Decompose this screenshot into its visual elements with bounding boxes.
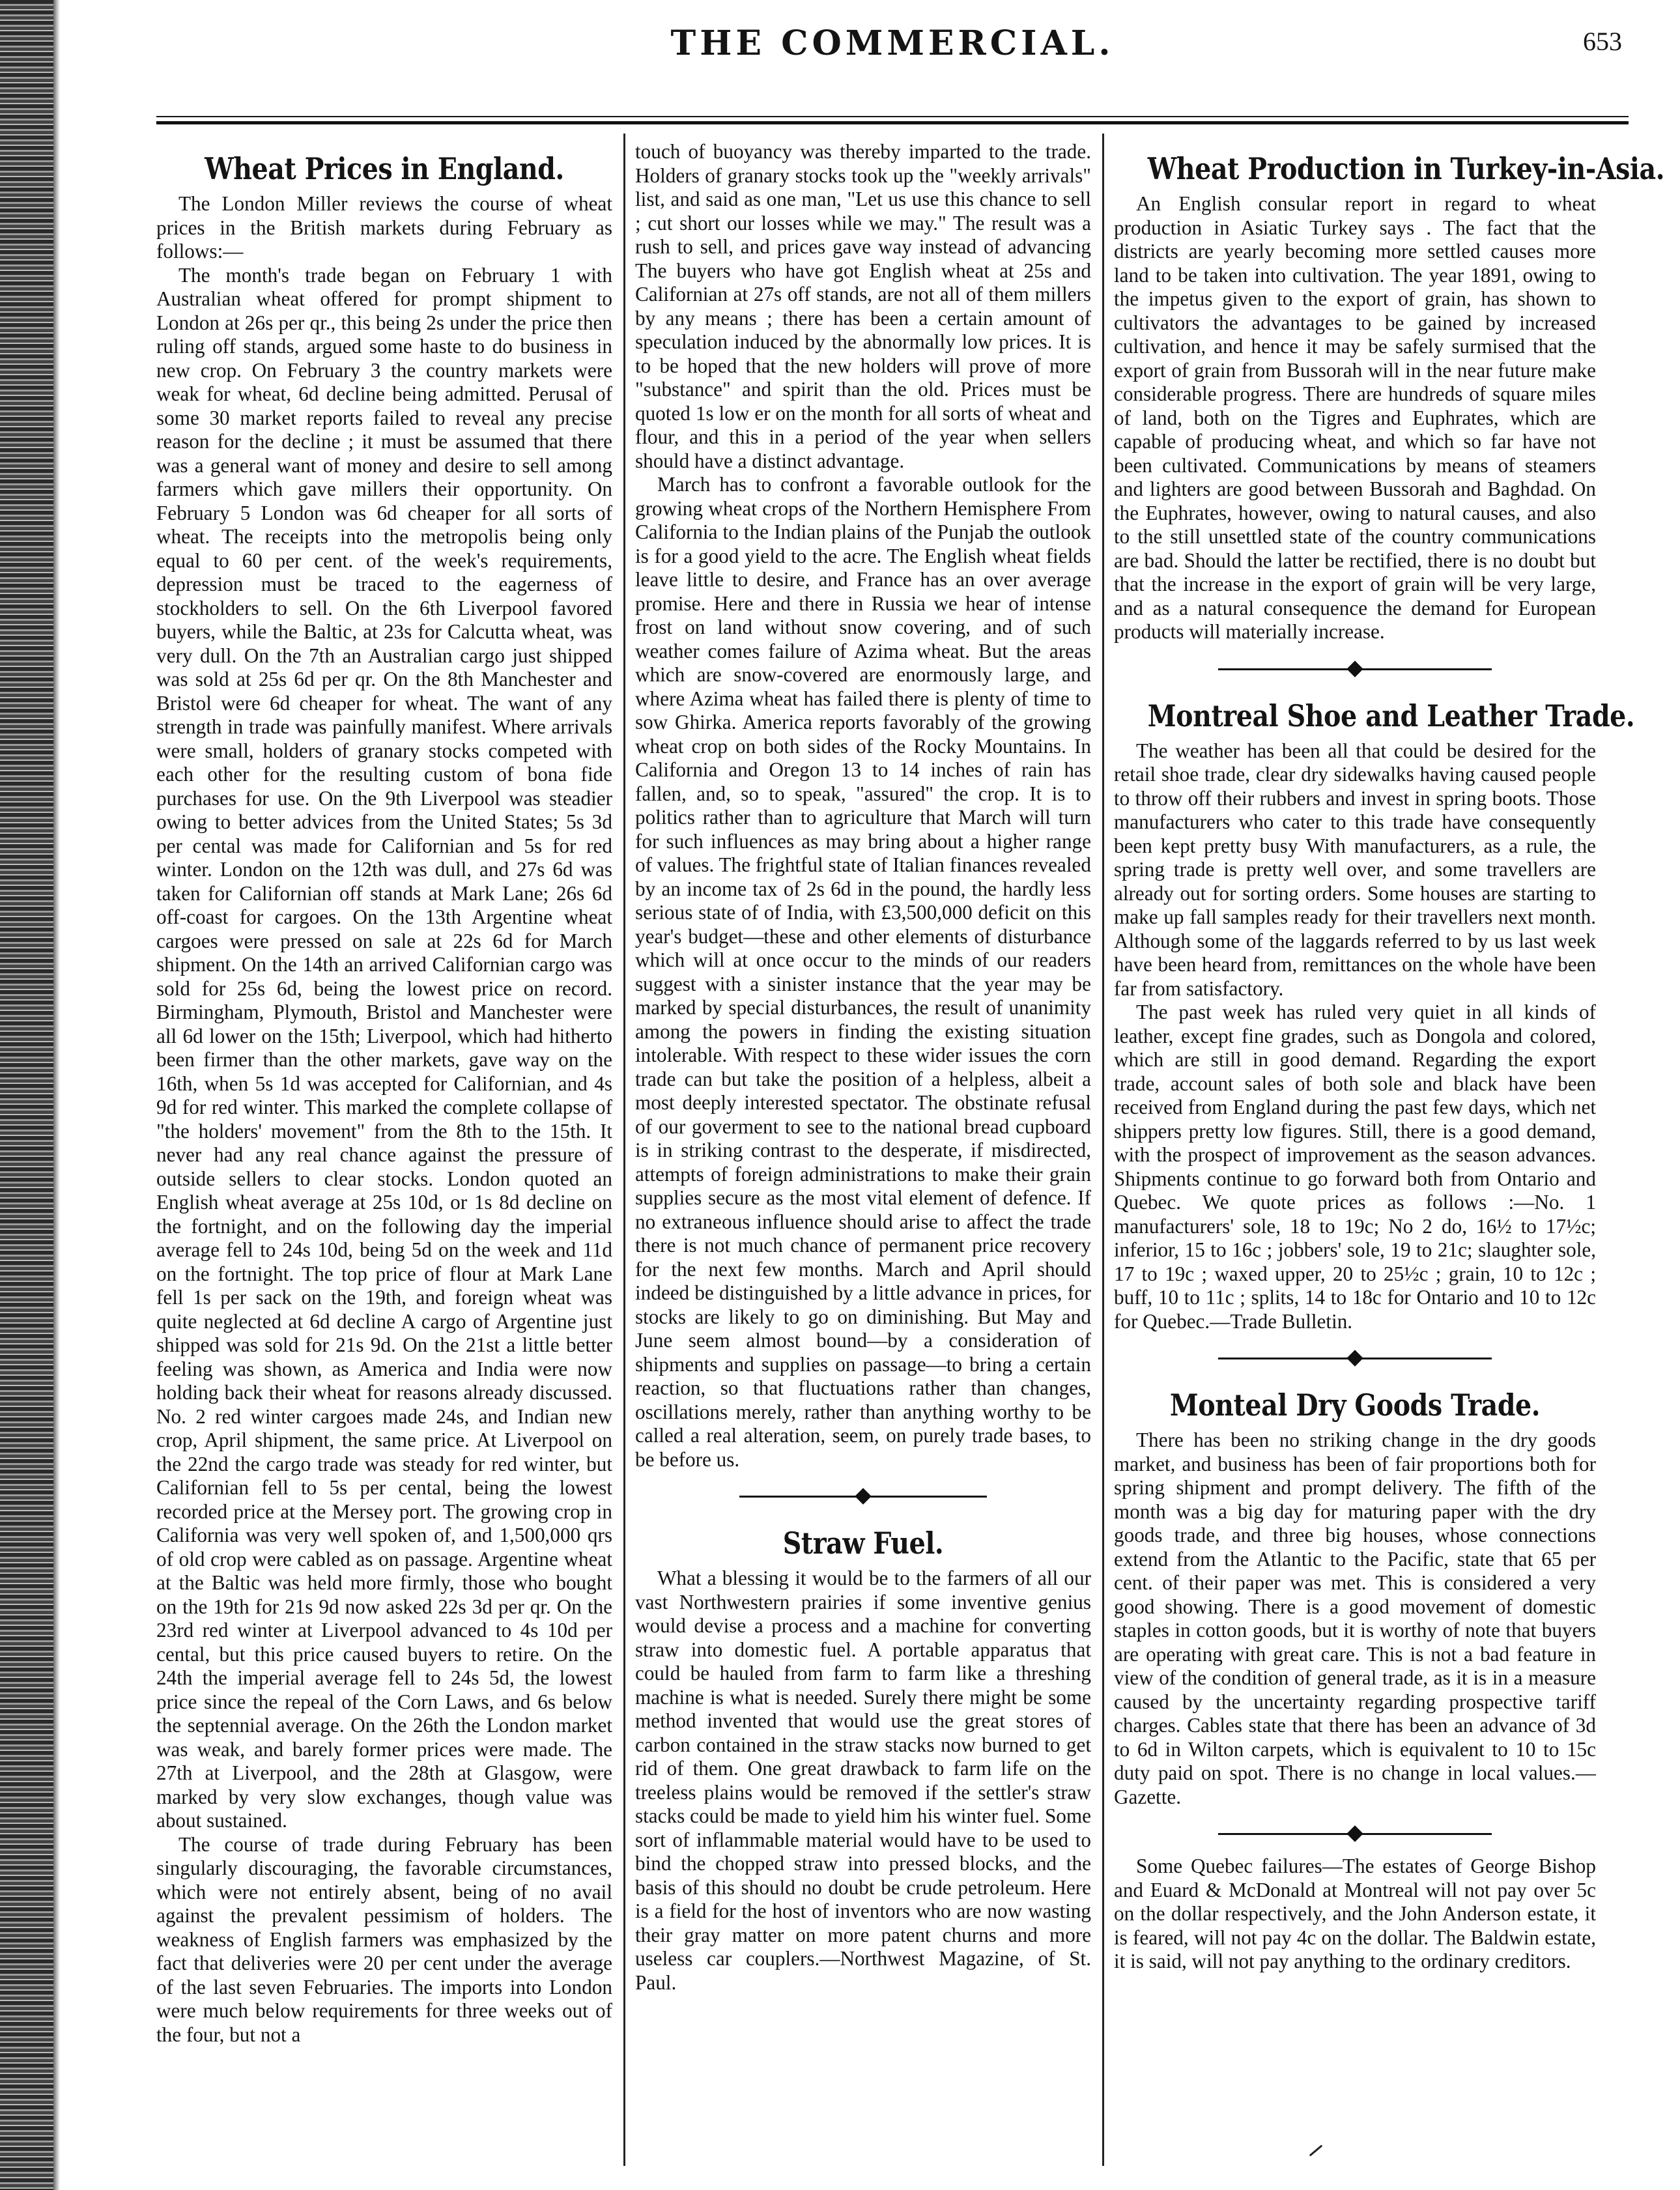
- column-1: [156, 140, 612, 2166]
- article-paragraph: The month's trade began on February 1 with Australian wheat offered for prompt shipment to London at 26s per qr., this being 2s under the price then ruling off stands, argued some haste to do business in new crop. On February 3 the country markets were weak for wheat, 6d decline being admitted. Perusal of some 30 market reports failed to reveal any precise reason for the decline ; it must be assumed that there was a general want of money and desire to sell among farmers which gave millers their opportunity. On February 5 London was 6d cheaper for all sorts of wheat. The receipts into the metropolis being only equal to 60 per cent. of the week's requirements, depression must be traced to the eagerness of stockholders to sell. On the 6th Liverpool favored buyers, while the Baltic, at 23s for Calcutta wheat, was very dull. On the 7th an Australian cargo just shipped was sold at 25s 6d per qr. On the 8th Manchester and Bristol were 6d cheaper for wheat. The want of any strength in trade was painfully manifest. Where arrivals were small, holders of granary stocks competed with each other for the resulting custom of bona fide purchases for use. On the 9th Liverpool was steadier owing to better advices from the United States; 5s 3d per cental was made for Californian and 5s for red winter. London on the 12th was dull, and 27s 6d was taken for Californian off stands at Mark Lane; 26s 6d off-coast for cargoes. On the 13th Argentine wheat cargoes were pressed on sale at 22s 6d for March shipment. On the 14th an arrived Californian cargo was sold for 25s 6d, being the lowest price on record. Birmingham, Plymouth, Bristol and Manchester were all 6d lower on the 15th; Liverpool, which had hitherto been firmer than the other markets, gave way on the 16th, when 5s 1d was accepted for Californian, and 4s 9d for red winter. This marked the complete collapse of "the holders' movement" from the 8th to the 15th. It never had any real chance against the pressure of outside sellers to clear stocks. London quoted an English wheat average at 25s 10d, or 1s 8d decline on the fortnight, and on the following day the imperial average fell to 24s 10d, being 5d on the week and 11d on the fortnight. The top price of flour at Mark Lane fell 1s per sack on the 19th, and foreign wheat was quite neglected at 6d decline A cargo of Argentine just shipped was sold for 21s 9d. On the 21st a little better feeling was shown, as America and India were now holding back their wheat for reasons already discussed. No. 2 red winter cargoes made 24s, and Indian new crop, April shipment, the same price. At Liverpool on the 22nd the cargo trade was steady for red winter, but Californian fell to 5s per cental, being the lowest recorded price at the Mersey port. The growing crop in California was very well spoken of, and 1,500,000 qrs of old crop were cabled as on passage. Argentine wheat at the Baltic was held more firmly, those who bought on the 19th for 21s 9d now asked 22s 3d per qr. On the 23rd red winter at Liverpool advanced to 4s 10d per cental, but this price caused buyers to retire. On the 24th the imperial average fell to 24s 5d, the lowest price since the repeal of the Corn Laws, and 6s below the septennial average. On the 26th the London market was weak, and barely former prices were made. The 27th at Liverpool, and the 28th at Glasgow, were marked by very slow exchanges, though value was about sustained.: [156, 263, 612, 1832]
- headline-straw-fuel: Straw Fuel.: [782, 1526, 944, 1561]
- article-paragraph: What a blessing it would be to the farmers of all our vast Northwestern prairies if some inventive genius would devise a process and a machine for converting straw into domestic fuel. A portable apparatus that could be hauled from farm to farm like a threshing machine is what is needed. Surely there might be some method invented that would use the great stores of carbon contained in the straw stacks now burned to get rid of them. One great drawback to farm life on the treeless plains would be removed if the settler's straw stacks could be made to yield him his winter fuel. Some sort of inflammable material would have to be used to bind the chopped straw into pressed blocks, and the basis of this should no doubt be crude petroleum. Here is a field for the host of inventors who are now wasting their gray matter on more patent churns and more useless car couplers.—Northwest Magazine, of St. Paul.: [635, 1567, 1091, 1994]
- article-paragraph: The weather has been all that could be desired for the retail shoe trade, clear dry sidewalks having caused people to throw off their rubbers and invest in spring boots. Those manufacturers who cater to this trade have consequently been kept pretty busy With manufacturers, as a rule, the spring trade is pretty well over, and some travellers are already out for sorting orders. Some houses are starting to make up fall samples ready for their travellers next month. Although some of the laggards referred to by us last week have been heard from, remittances on the whole have been far from satisfactory.: [1114, 739, 1596, 1000]
- section-separator: [1114, 651, 1596, 687]
- section-separator: [1114, 1340, 1596, 1376]
- masthead-title: THE COMMERCIAL.: [670, 23, 1115, 63]
- binding-shadow: [53, 0, 60, 2190]
- column-2: [635, 140, 1091, 2166]
- article-paragraph: Some Quebec failures—The estates of George Bishop and Euard & McDonald at Montreal will not pay over 5c on the dollar respectively, and the John Anderson estate, it is feared, will not pay 4c on the dollar. The Baldwin estate, it is said, will not pay anything to the ordinary creditors.: [1114, 1855, 1596, 1972]
- page-number: 653: [1583, 27, 1622, 56]
- column-divider-2: [1102, 134, 1104, 2166]
- masthead-rule-bottom: [156, 121, 1629, 124]
- headline-turkey-wheat: Wheat Production in Turkey-in-Asia.: [1147, 151, 1665, 186]
- masthead: [163, 18, 1622, 77]
- article-paragraph: March has to confront a favorable outlook for the growing wheat crops of the Northern Hemisphere From California to the Indian plains of the Punjab the outlook is for a good yield to the acre. The English wheat fields leave little to desire, and France has an over average promise. Here and there in Russia we hear of intense frost on land without snow covering, and of such weather comes failure of Azima wheat. But the areas which are snow-covered are enormously large, and where Azima wheat has failed there is plenty of time to sow Ghirka. America reports favorably of the growing wheat crop on both sides of the Rocky Mountains. In California and Oregon 13 to 14 inches of rain has fallen, and, so to speak, "assured" the crop. It is to politics rather than to agriculture that March will turn for such influences as may bring about a higher range of values. The frightful state of Italian finances revealed by an income tax of 2s 6d in the pound, the hardly less serious state of of India, with £3,500,000 deficit on this year's budget—these and other elements of disturbance which will at once occur to the minds of our readers suggest with a sinister instance that the year may be marked by special disturbances, the result of unanimity among the powers in finding the existing situation intolerable. With respect to these wider issues the corn trade can but take the position of a helpless, albeit a most deeply interested spectator. The obstinate refusal of our goverment to see to the national bread cupboard is in striking contrast to the desperate, if misdirected, attempts of foreign administrations to make their grain supplies secure as the most vital element of defence. If no extraneous influence should arise to affect the trade there is not much chance of permanent price recovery for the next few months. March and April should indeed be distinguished by a little advance in prices, for stocks are likely to go on diminishing. But May and June seem almost bound—by a consideration of shipments and supplies on passage—to bring a certain reaction, so that fluctuations rather than changes, oscillations merely, rather than anything worthy to be called a real alteration, seem, on purely trade bases, to be before us.: [635, 473, 1091, 1471]
- binding-edge: [0, 0, 53, 2190]
- column-divider-1: [623, 134, 625, 2166]
- headline-wheat-prices: Wheat Prices in England.: [205, 151, 564, 186]
- headline-dry-goods: Monteal Dry Goods Trade.: [1169, 1387, 1541, 1423]
- section-separator: [635, 1478, 1091, 1515]
- article-paragraph: There has been no striking change in the dry goods market, and business has been of fair proportions both for spring shipment and prompt delivery. The fifth of the month was a big day for maturing paper with the dry goods trade, and three big houses, whose connections extend from the Atlantic to the Pacific, state that 65 per cent. of their paper was met. This is considered a very good showing. There is a good movement of domestic staples in cotton goods, but it is worthy of note that buyers are operating with great care. This is not a bad feature in view of the condition of general trade, as it is in a measure caused by the uncertainty regarding prospective tariff charges. Cables state that there has been an advance of 3d to 6d in Wilton carpets, which is equivalent to 10 to 15c duty paid on spot. There is no change in local values.—Gazette.: [1114, 1429, 1596, 1808]
- article-paragraph: An English consular report in regard to wheat production in Asiatic Turkey says . The fact that the districts are yearly becoming more settled causes more land to be taken into cultivation. The year 1891, owing to the impetus given to the export of grain, has shown to cultivators the advantages to be gained by increased cultivation, and hence it may be safely surmised that the export of grain from Bussorah will in the near future make considerable progress. There are hundreds of square miles of land, both on the Tigres and Euphrates, which are capable of producing wheat, and which so far have not been cultivated. Communications by means of steamers and lighters are good between Bussorah and Baghdad. On the Euphrates, however, owing to natural causes, and also to the still unsettled state of the country communications are bad. Should the latter be rectified, there is no doubt but that the increase in the export of grain will be very large, and as a natural consequence the demand for European products will materially increase.: [1114, 192, 1596, 643]
- article-paragraph: The past week has ruled very quiet in all kinds of leather, except fine grades, such as Dongola and colored, which are still in good demand. Regarding the export trade, account sales of both sole and black have been received from England during the past few days, which net shippers pretty low figures. Still, there is a good demand, with the prospect of improvement as the season advances. Shipments continue to go forward both from Ontario and Quebec. We quote prices as follows :—No. 1 manufacturers' sole, 18 to 19c; No 2 do, 16½ to 17½c; inferior, 15 to 16c ; jobbers' sole, 19 to 21c; slaughter sole, 17 to 19c ; waxed upper, 20 to 25½c ; grain, 10 to 12c ; buff, 10 to 11c ; splits, 14 to 18c for Ontario and 10 to 12c for Quebec.—Trade Bulletin.: [1114, 1001, 1596, 1333]
- headline-shoe-leather: Montreal Shoe and Leather Trade.: [1147, 698, 1635, 733]
- masthead-rule-top: [156, 116, 1629, 117]
- section-separator: [1114, 1815, 1596, 1852]
- article-paragraph: The course of trade during February has been singularly discouraging, the favorable circumstances, which were not entirely absent, being of no avail against the prevalent pessimism of holders. The weakness of English farmers was emphasized by the fact that deliveries were 20 per cent under the average of the last seven Februaries. The imports into London were much below requirements for three weeks out of the four, but not a: [156, 1832, 612, 2046]
- column-3: [1114, 140, 1665, 2166]
- article-paragraph: touch of buoyancy was thereby imparted to the trade. Holders of granary stocks took up the "weekly arrivals" list, and said as one man, "Let us use this chance to sell ; cut short our losses while we may." The result was a rush to sell, and prices gave way instead of advancing The buyers who have got English wheat at 25s and Californian at 27s off stands, are not all of them millers by any means ; there has been a certain amount of speculation induced by the abnormally low prices. It is to be hoped that the new holders will prove of more "substance" and spirit than the old. Prices must be quoted 1s low er on the month for all sorts of wheat and flour, and this in a period of the year when sellers should have a distinct advantage.: [635, 140, 1091, 472]
- article-paragraph: The London Miller reviews the course of wheat prices in the British markets during February as follows:—: [156, 192, 612, 263]
